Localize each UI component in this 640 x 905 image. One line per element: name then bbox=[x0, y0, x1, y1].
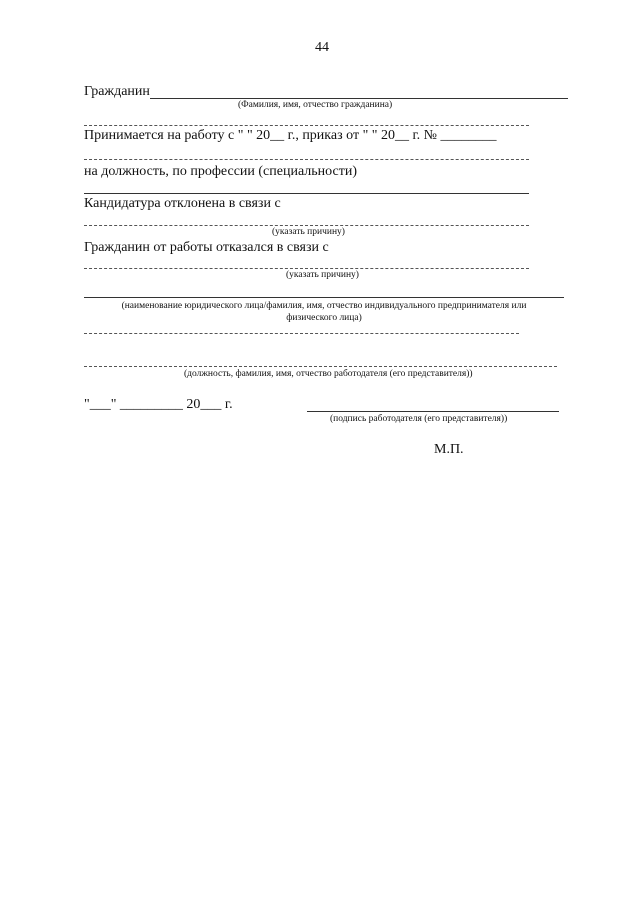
refused-caption: (указать причину) bbox=[286, 270, 359, 280]
blank-line bbox=[84, 193, 529, 194]
employer-caption: физического лица) bbox=[286, 313, 362, 323]
official-line bbox=[84, 366, 557, 367]
hire-line: Принимается на работу с " " 20__ г., приказ от " " 20__ г. № ________ bbox=[84, 128, 497, 143]
page-number: 44 bbox=[315, 40, 329, 55]
rejected-label: Кандидатура отклонена в связи с bbox=[84, 196, 281, 211]
position-line: на должность, по профессии (специальности) bbox=[84, 164, 357, 179]
employer-caption: (наименование юридического лица/фамилия, имя, отчество индивидуального предпринимателя или bbox=[121, 301, 527, 311]
citizen-name-line bbox=[150, 98, 568, 99]
blank-line bbox=[84, 333, 519, 334]
signature-caption: (подпись работодателя (его представителя)) bbox=[330, 414, 508, 424]
blank-line bbox=[84, 159, 529, 160]
stamp-label: М.П. bbox=[434, 442, 464, 457]
employer-line bbox=[84, 297, 564, 298]
rejected-caption: (указать причину) bbox=[272, 227, 345, 237]
date-line: "___" _________ 20___ г. bbox=[84, 397, 233, 412]
official-caption: (должность, фамилия, имя, отчество работодателя (его представителя)) bbox=[184, 369, 473, 379]
blank-line bbox=[84, 125, 529, 126]
reason-line bbox=[84, 268, 529, 269]
signature-line bbox=[307, 411, 559, 412]
reason-line bbox=[84, 225, 529, 226]
citizen-caption: (Фамилия, имя, отчество гражданина) bbox=[238, 100, 393, 110]
refused-label: Гражданин от работы отказался в связи с bbox=[84, 240, 329, 255]
citizen-label: Гражданин bbox=[84, 84, 150, 99]
